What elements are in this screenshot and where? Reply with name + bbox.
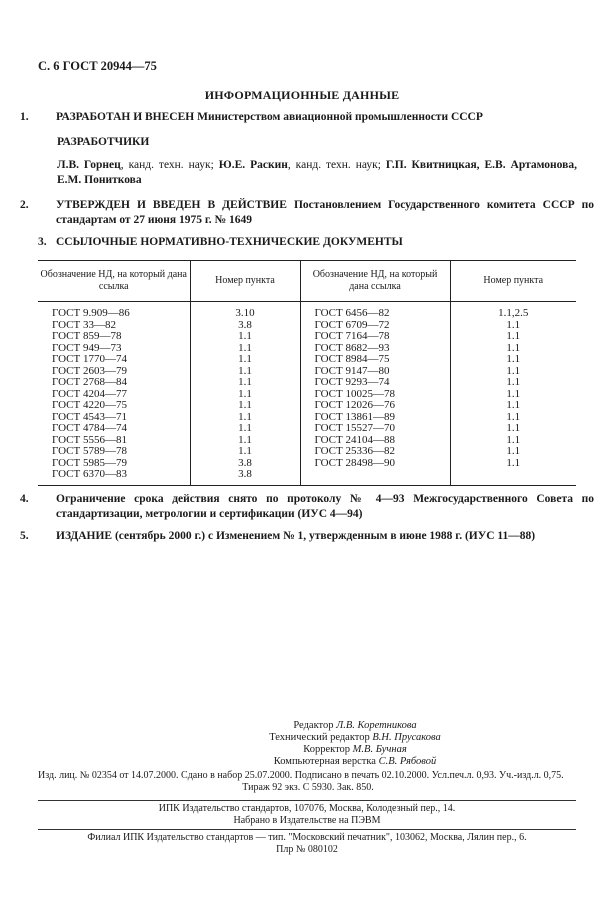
table-row (38, 469, 576, 485)
column-header-item: Номер пункта (450, 261, 576, 302)
cell-item: 1.1 (190, 366, 300, 378)
section-number: 2. (20, 199, 29, 211)
cell-item: 1.1 (450, 320, 576, 332)
developer-names-rest: Г.П. Квитницкая, Е.В. Артамонова, Е.М. Пониткова (57, 159, 577, 186)
cell-doc: ГОСТ 2768—84 (52, 376, 127, 388)
imprint-block (38, 770, 578, 794)
developer-title: , канд. техн. наук; (287, 159, 386, 171)
cell-item: 1.1 (450, 423, 576, 435)
cell-doc: ГОСТ 12026—76 (300, 400, 450, 412)
cell-item: 1.1 (450, 412, 576, 424)
cell-item: 1.1 (190, 412, 300, 424)
divider (38, 800, 576, 801)
section-heading: ССЫЛОЧНЫЕ НОРМАТИВНО-ТЕХНИЧЕСКИЕ ДОКУМЕНТЫ (56, 236, 403, 248)
cell-doc: ГОСТ 13861—89 (300, 412, 450, 424)
cell-doc: ГОСТ 6709—72 (300, 320, 450, 332)
credit-corrector (225, 744, 485, 756)
section-3 (38, 235, 576, 250)
cell-item: 1.1 (450, 343, 576, 355)
cell-doc: ГОСТ 7164—78 (300, 331, 450, 343)
cell-item: 1.1 (450, 377, 576, 389)
cell-item: 1.1 (450, 354, 576, 366)
cell-doc: ГОСТ 33—82 (52, 318, 116, 331)
section-text: Постановлением Государственного комитета СССР по стандартам от 27 июня 1975 г. № 1649 (56, 199, 595, 226)
cell-item: 3.8 (190, 458, 300, 470)
section-heading: РАЗРАБОТАН И ВНЕСЕН (56, 111, 195, 123)
section-text: Министерством авиационной промышленности СССР (197, 111, 483, 123)
credit-person: В.Н. Прусакова (372, 732, 441, 743)
developers-list (57, 158, 577, 188)
section-number: 1. (20, 111, 29, 123)
credit-tech-editor (225, 732, 485, 744)
footer-line: Набрано в Издательстве на ПЭВМ (233, 815, 381, 826)
page-title: ИНФОРМАЦИОННЫЕ ДАННЫЕ (204, 88, 400, 102)
cell-item: 1.1 (190, 423, 300, 435)
cell-doc: ГОСТ 9.909—86 (52, 307, 130, 319)
cell-doc: ГОСТ 6370—83 (38, 469, 190, 485)
cell-doc: ГОСТ 6456—82 (300, 302, 450, 320)
section-number: 4. (20, 493, 29, 505)
cell-item: 1.1 (190, 331, 300, 343)
cell-doc: ГОСТ 5556—81 (52, 433, 127, 446)
table-row (38, 354, 576, 366)
column-header-doc: Обозначение НД, на который дана ссылка (300, 261, 450, 302)
cell-doc: ГОСТ 4204—77 (52, 387, 127, 400)
section-number: 5. (20, 530, 29, 542)
credit-layout (225, 756, 485, 768)
table-body (38, 302, 576, 486)
table-row (38, 302, 576, 320)
section-heading: УТВЕРЖДЕН И ВВЕДЕН В ДЕЙСТВИЕ (56, 199, 287, 211)
credit-person: Л.В. Коретникова (336, 720, 417, 731)
cell-doc: ГОСТ 4784—74 (52, 422, 127, 434)
cell-item: 1.1 (450, 446, 576, 458)
imprint-line: Изд. лиц. № 02354 от 14.07.2000. Сдано в набор 25.07.2000. Подписано в печать 02.10.2000. Усл.печ.л. 0,93. Уч.-изд.л. 0,75. (38, 770, 564, 781)
section-text: ИЗДАНИЕ (сентябрь 2000 г.) с Изменением № 1, утвержденным в июне 1988 г. (ИУС 11—88) (56, 530, 536, 542)
cell-item: 1.1 (190, 354, 300, 366)
footer-line: ИПК Издательство стандартов, 107076, Москва, Колодезный пер., 14. (158, 803, 456, 814)
developer-name: Л.В. Горнец (57, 159, 121, 171)
developer-title: , канд. техн. наук; (120, 159, 219, 171)
cell-doc: ГОСТ 5789—78 (52, 445, 127, 457)
cell-item: 1.1 (190, 389, 300, 401)
cell-item: 1.1 (190, 446, 300, 458)
cell-doc: ГОСТ 8984—75 (300, 354, 450, 366)
section-4 (20, 492, 594, 522)
column-header-doc: Обозначение НД, на который дана ссылка (38, 261, 190, 302)
cell-doc: ГОСТ 8682—93 (300, 343, 450, 355)
section-1 (20, 110, 594, 125)
page-header: С. 6 ГОСТ 20944—75 (38, 59, 157, 73)
section-5 (20, 529, 594, 544)
cell-item: 1.1 (450, 389, 576, 401)
cell-doc: ГОСТ 24104—88 (300, 435, 450, 447)
cell-item: 3.10 (190, 302, 300, 320)
imprint-line: Тираж 92 экз. С 5930. Зак. 850. (242, 782, 374, 793)
footer-line: Филиал ИПК Издательство стандартов — тип. "Московский печатник", 103062, Москва, Лялин пер., 6. (87, 832, 527, 843)
table-row (38, 377, 576, 389)
cell-doc (300, 469, 450, 485)
table-row (38, 423, 576, 435)
cell-doc: ГОСТ 28498—90 (300, 458, 450, 470)
credit-person: С.В. Рябовой (378, 756, 437, 767)
references-table (38, 260, 576, 486)
cell-doc: ГОСТ 9147—80 (300, 366, 450, 378)
cell-item: 1.1 (450, 400, 576, 412)
cell-doc: ГОСТ 2603—79 (52, 364, 127, 377)
credit-label: Компьютерная верстка (273, 756, 379, 767)
cell-item (450, 469, 576, 485)
table-row (38, 446, 576, 458)
cell-item: 1.1 (190, 343, 300, 355)
cell-doc: ГОСТ 9293—74 (300, 377, 450, 389)
printer-footer (38, 832, 576, 856)
cell-doc: ГОСТ 1770—74 (52, 353, 127, 365)
table-row (38, 331, 576, 343)
credit-label: Корректор (303, 744, 353, 755)
cell-item: 1.1 (190, 400, 300, 412)
cell-item: 1.1 (450, 435, 576, 447)
credit-label: Редактор (293, 720, 337, 731)
cell-doc: ГОСТ 859—78 (52, 330, 122, 342)
table-row (38, 400, 576, 412)
table-header-row (38, 261, 576, 302)
section-text: Ограничение срока действия снято по протоколу № 4—93 Межгосударственного Совета по стандартизации, метрологии и сертификации (ИУС 4—94) (56, 493, 594, 520)
cell-doc: ГОСТ 25336—82 (300, 446, 450, 458)
cell-item: 1.1 (190, 435, 300, 447)
column-header-item: Номер пункта (190, 261, 300, 302)
cell-doc: ГОСТ 15527—70 (300, 423, 450, 435)
cell-item: 1.1 (450, 458, 576, 470)
cell-item: 3.8 (190, 320, 300, 332)
cell-item: 1.1 (450, 366, 576, 378)
publisher-footer (38, 803, 576, 827)
credit-label: Технический редактор (269, 732, 373, 743)
cell-doc: ГОСТ 10025—78 (300, 389, 450, 401)
credits-block (225, 720, 485, 768)
cell-doc: ГОСТ 5985—79 (52, 456, 127, 469)
cell-doc: ГОСТ 949—73 (52, 341, 122, 354)
section-2 (20, 198, 595, 228)
cell-item: 1.1 (450, 331, 576, 343)
section-number: 3. (38, 236, 47, 248)
cell-item: 1.1 (190, 377, 300, 389)
cell-doc: ГОСТ 4543—71 (52, 410, 127, 423)
cell-item: 3.8 (190, 469, 300, 485)
developer-name: Ю.Е. Раскин (218, 159, 288, 171)
credit-person: М.В. Бучная (352, 744, 407, 755)
divider (38, 829, 576, 830)
footer-line: Плр № 080102 (276, 844, 338, 855)
developers-heading: РАЗРАБОТЧИКИ (57, 136, 150, 148)
cell-item: 1.1,2.5 (450, 302, 576, 320)
cell-doc: ГОСТ 4220—75 (52, 399, 127, 411)
credit-editor (225, 720, 485, 732)
